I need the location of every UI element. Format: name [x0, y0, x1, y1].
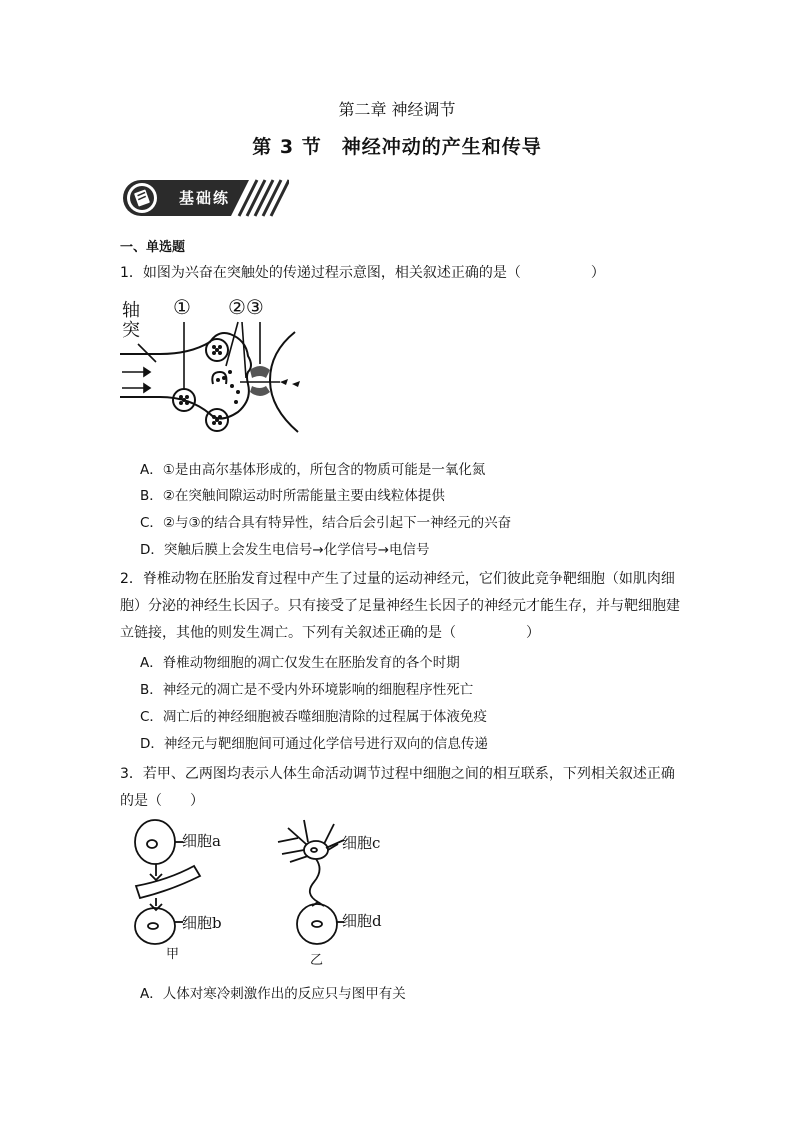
cell-b-label: 细胞b	[182, 914, 222, 932]
q2-option-a: A．脊椎动物细胞的凋亡仅发生在胚胎发育的各个时期	[140, 655, 460, 671]
cell-d-label: 细胞d	[342, 912, 382, 930]
axon-label-1: 轴	[122, 300, 140, 321]
cell-communication-diagram	[128, 818, 418, 968]
marker-1-label: ①	[173, 295, 191, 319]
question-1-stem: 1．如图为兴奋在突触处的传递过程示意图，相关叙述正确的是（ ）	[120, 265, 605, 281]
q1-option-a: A．①是由高尔基体形成的，所包含的物质可能是一氧化氮	[140, 462, 486, 478]
q1-option-c: C．②与③的结合具有特异性，结合后会引起下一神经元的兴奋	[140, 515, 512, 531]
q2-option-b: B．神经元的凋亡是不受内外环境影响的细胞程序性死亡	[140, 682, 474, 698]
section-title: 第 3 节 神经冲动的产生和传导	[252, 136, 542, 158]
figure-jia-label: 甲	[166, 947, 180, 962]
q2-option-d: D．神经元与靶细胞间可通过化学信号进行双向的信息传递	[140, 736, 488, 752]
synapse-diagram	[120, 292, 310, 452]
axon-label-2: 突	[122, 320, 140, 341]
q1-option-d: D．突触后膜上会发生电信号→化学信号→电信号	[140, 542, 430, 558]
badge-label: 基础练	[179, 189, 231, 207]
question-2-stem: 2．脊椎动物在胚胎发育过程中产生了过量的运动神经元，它们彼此竞争靶细胞（如肌肉细胞）分泌的神经生长因子。只有接受了足量神经生长因子的神经元才能生存，并与靶细胞建立链接，其他的则发生凋亡。下列有关叙述正确的是（ ）	[120, 571, 680, 641]
q2-option-c: C．凋亡后的神经细胞被吞噬细胞清除的过程属于体液免疫	[140, 709, 487, 725]
cell-c-label: 细胞c	[342, 834, 381, 852]
chapter-heading: 第二章 神经调节	[338, 100, 456, 119]
marker-23-label: ②③	[228, 295, 264, 319]
question-3-stem: 3．若甲、乙两图均表示人体生命活动调节过程中细胞之间的相互联系，下列相关叙述正确的是（ ）	[120, 766, 675, 809]
basic-practice-badge	[121, 178, 289, 218]
figure-yi-label: 乙	[310, 953, 324, 968]
q1-option-b: B．②在突触间隙运动时所需能量主要由线粒体提供	[140, 488, 445, 504]
part-title: 一、单选题	[120, 240, 186, 255]
cell-a-label: 细胞a	[182, 832, 221, 850]
q3-option-a: A．人体对寒冷刺激作出的反应只与图甲有关	[140, 986, 406, 1002]
